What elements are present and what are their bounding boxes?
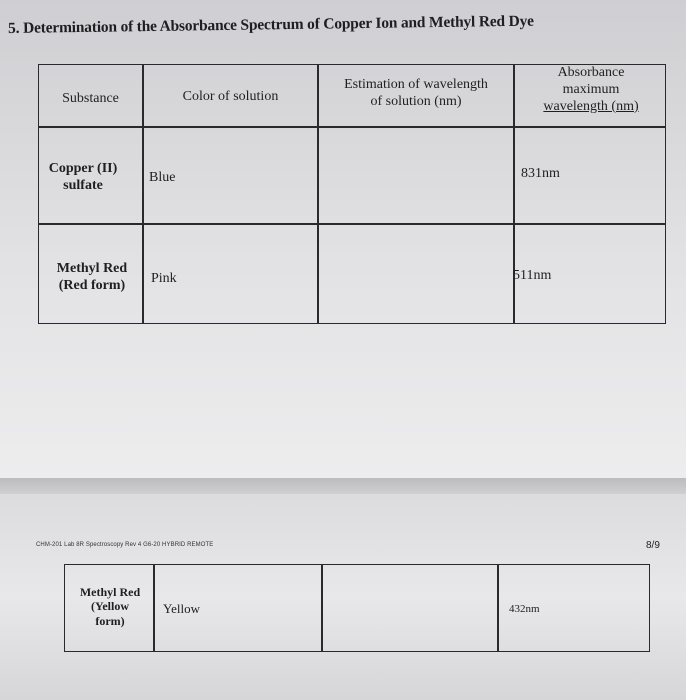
- row1-substance: [43, 161, 123, 195]
- row1-color-text: Blue: [149, 170, 176, 185]
- row2-substance-line2: (Red form): [58, 277, 126, 293]
- row3-color: [163, 601, 200, 617]
- header-absorbance-line3: wavelength (nm): [543, 98, 639, 114]
- row1-substance-line1: Copper (II): [48, 161, 118, 176]
- row1-absorbance-text: 831nm: [521, 166, 560, 181]
- header-substance-text: Substance: [62, 91, 119, 106]
- row3-color-text: Yellow: [163, 601, 200, 616]
- row2-absorbance: [513, 268, 551, 285]
- page-number: 8/9: [646, 540, 660, 551]
- row1-substance-line2: sulfate: [63, 177, 103, 193]
- row2-color: [151, 271, 177, 288]
- header-color: [144, 89, 317, 106]
- row3-absorbance-text: 432nm: [509, 603, 540, 615]
- row2-substance: [49, 261, 135, 295]
- row3-absorbance: [509, 603, 540, 616]
- row2-substance-line1: Methyl Red: [56, 261, 128, 276]
- header-absorbance-line2: maximum: [562, 81, 620, 97]
- header-substance: [39, 91, 142, 108]
- absorbance-table: [38, 64, 666, 324]
- row2-color-text: Pink: [151, 271, 177, 286]
- header-estimation: [319, 77, 513, 111]
- row1-color: [149, 170, 175, 187]
- row3-substance: [67, 585, 153, 628]
- header-estimation-line1: Estimation of wavelength: [344, 77, 488, 92]
- page-footer-note: CHM-201 Lab 8R Spectroscopy Rev 4 G6-20 HYBRID REMOTE: [36, 542, 214, 548]
- page-break: [0, 478, 686, 494]
- header-color-text: Color of solution: [182, 89, 279, 104]
- continuation-table: [64, 564, 650, 652]
- header-absorbance-line1: Absorbance: [557, 65, 625, 80]
- header-absorbance: [515, 65, 667, 115]
- section-heading: 5. Determination of the Absorbance Spectrum of Copper Ion and Methyl Red Dye: [8, 12, 534, 37]
- row3-substance-line1: Methyl Red: [79, 585, 141, 599]
- row3-substance-line3: form): [95, 613, 125, 628]
- row2-absorbance-text: 511nm: [513, 268, 552, 283]
- row1-absorbance: [521, 166, 560, 183]
- header-estimation-line2: of solution (nm): [370, 93, 462, 109]
- row3-substance-line2: (Yellow: [91, 599, 129, 614]
